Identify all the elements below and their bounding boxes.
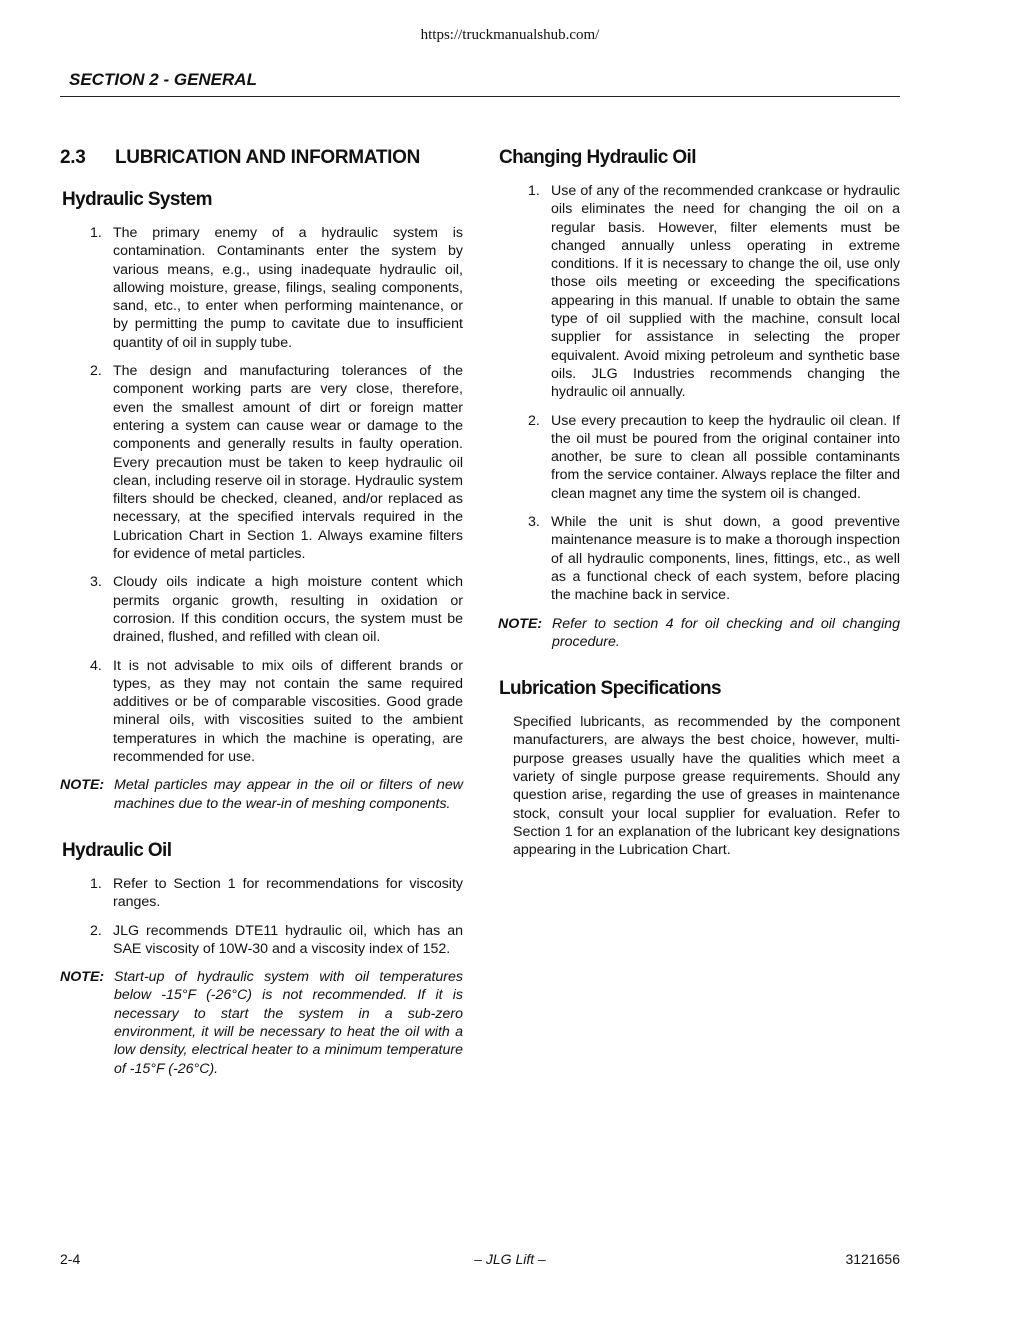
- list-item: 2. The design and manufacturing tolerances of the component working parts are very close, therefore, even the smallest amount of dirt or foreign matter entering a system can cause wear or damage to the components and generally results in faulty operation. Every precaution must be taken to keep hydraulic oil clean, including reserve oil in storage. Hydraulic system filters should be checked, cleaned, and/or replaced as necessary, at the specified intervals required in the Lubrication Chart in Section 1. Always examine filters for evidence of metal particles.: [90, 363, 463, 563]
- note-text: Metal particles may appear in the oil or filters of new machines due to the wear-in of meshing components.: [114, 777, 463, 812]
- section-title-text: LUBRICATION AND INFORMATION: [115, 147, 421, 168]
- document-number: 3121656: [845, 1251, 900, 1267]
- note-label: NOTE:: [60, 969, 105, 986]
- page-number: 2-4: [60, 1251, 81, 1267]
- lubrication-specs-text: Specified lubricants, as recommended by the component manufacturers, are always the best choice, however, multi-purpose greases usually have the qualities which meet a variety of single purpose grease requirements. Should any question arise, regarding the use of greases in maintenance stock, consult your local supplier for evaluation. Refer to Section 1 for an explanation of the lubricant key designations appearing in the Lubrication Chart.: [513, 714, 900, 859]
- header-divider: [60, 96, 900, 97]
- hydraulic-oil-list: [60, 875, 463, 958]
- note-text: Start-up of hydraulic system with oil temperatures below -15°F (-26°C) is not recommended. If it is necessary to start the system in a sub-zero environment, it will be necessary to heat the oil with a low density, electrical heater to a minimum temperature of -15°F (-26°C).: [114, 969, 463, 1077]
- note: [60, 968, 463, 1078]
- section-title: [60, 144, 463, 172]
- hydraulic-system-list: [60, 224, 463, 766]
- list-item: 4. It is not advisable to mix oils of different brands or types, as they may not contain the same required additives or be of comparable viscosities. Good grade mineral oils, with viscosities suited to the ambient temperatures in which the machine is operating, are recommended for use.: [90, 657, 463, 766]
- list-item: 1. The primary enemy of a hydraulic system is contamination. Contaminants enter the system by various means, e.g., using inadequate hydraulic oil, allowing moisture, grease, filings, sealing components, sand, etc., to enter when performing maintenance, or by permitting the pump to cavitate due to insufficient quantity of oil in supply tube.: [90, 225, 463, 351]
- footer-title: – JLG Lift –: [474, 1251, 546, 1267]
- right-column: [498, 144, 900, 860]
- list-item: 1. Refer to Section 1 for recommendations for viscosity ranges.: [90, 875, 463, 911]
- section-number: 2.3: [60, 147, 86, 168]
- section-header: SECTION 2 - GENERAL: [69, 70, 257, 89]
- note: [60, 776, 463, 813]
- lubrication-specs-heading: Lubrication Specifications: [499, 678, 721, 700]
- changing-oil-heading: Changing Hydraulic Oil: [499, 147, 696, 168]
- list-item: 2. Use every precaution to keep the hydraulic oil clean. If the oil must be poured from the original container into another, be sure to clean all possible contaminants from the service container. Always replace the filter and clean magnet any time the system oil is changed.: [528, 412, 900, 502]
- list-item: 2. JLG recommends DTE11 hydraulic oil, which has an SAE viscosity of 10W-30 and a viscosity index of 152.: [90, 922, 463, 957]
- note-label: NOTE:: [498, 615, 543, 632]
- note-text: Refer to section 4 for oil checking and oil changing procedure.: [552, 615, 900, 650]
- left-column: [60, 144, 463, 1088]
- hydraulic-system-heading: Hydraulic System: [62, 189, 212, 210]
- changing-oil-list: [498, 182, 900, 605]
- list-item: 3. While the unit is shut down, a good preventive maintenance measure is to make a thorough inspection of all hydraulic components, lines, fittings, etc., as well as a functional check of each system, before placing the machine back in service.: [528, 514, 900, 604]
- source-url[interactable]: https://truckmanualshub.com/: [420, 27, 600, 43]
- hydraulic-oil-heading: Hydraulic Oil: [62, 839, 172, 861]
- note: [498, 615, 900, 652]
- list-item: 3. Cloudy oils indicate a high moisture content which permits organic growth, resulting in oxidation or corrosion. If this condition occurs, the system must be drained, flushed, and refilled with clean oil.: [90, 574, 463, 646]
- note-label: NOTE:: [60, 777, 105, 794]
- list-item: 1. Use of any of the recommended crankcase or hydraulic oils eliminates the need for changing the oil on a regular basis. However, filter elements must be changed annually unless operating in extreme conditions. If it is necessary to change the oil, use only those oils meeting or exceeding the specifications appearing in this manual. If unable to obtain the same type of oil supplied with the machine, consult local supplier for assistance in selecting the proper equivalent. Avoid mixing petroleum and synthetic base oils. JLG Industries recommends changing the hydraulic oil annually.: [528, 183, 900, 401]
